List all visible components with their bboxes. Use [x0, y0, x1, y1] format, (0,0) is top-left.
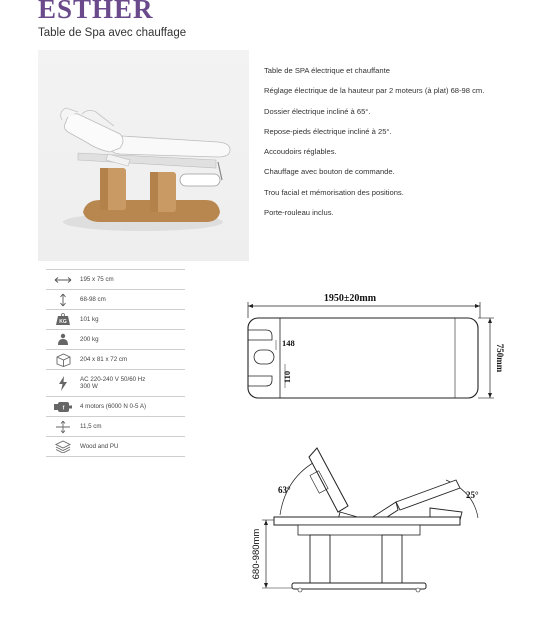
feature-item: Table de SPA électrique et chauffante — [264, 66, 390, 75]
product-subtitle: Table de Spa avec chauffage — [38, 27, 187, 39]
backrest-angle-label: 63° — [278, 485, 291, 495]
feature-item: Trou facial et mémorisation des positions. — [264, 187, 404, 197]
face-hole-dim-label: 148 — [282, 338, 295, 348]
spec-value: 68-98 cm — [80, 296, 106, 303]
armrest-dim-label: 110 — [282, 370, 292, 384]
top-view-width-label: 750mm — [495, 343, 505, 373]
spec-value: Wood and PU — [80, 443, 119, 450]
brand-title: ESTHER — [38, 0, 154, 24]
feature-item: Repose-pieds électrique incliné à 25°. — [264, 126, 392, 136]
spec-value: 204 x 81 x 72 cm — [80, 356, 128, 363]
height-range-label: 680-980mm — [251, 528, 262, 580]
spec-value: 101 kg — [80, 316, 99, 323]
spec-value: 195 x 75 cm — [80, 276, 114, 283]
feature-item: Dossier électrique incliné à 65°. — [264, 106, 371, 116]
weight-icon-label: KG — [59, 319, 67, 325]
side-view-drawing — [251, 448, 479, 592]
feature-item: Réglage électrique de la hauteur par 2 moteurs (à plat) 68-98 cm. — [264, 86, 485, 96]
top-view-length-label: 1950±20mm — [323, 293, 377, 304]
spec-value: 11,5 cm — [80, 423, 102, 430]
feature-item: Accoudoirs réglables. — [264, 147, 337, 157]
feature-item: Porte-rouleau inclus. — [264, 208, 334, 218]
power-voltage: AC 220-240 V 50/60 Hz — [80, 376, 146, 383]
spec-value: 200 kg — [80, 336, 99, 343]
footrest-angle-label: 25° — [466, 490, 479, 500]
spec-value: 4 motors (6000 N 0-5 A) — [80, 403, 147, 410]
top-view-drawing — [248, 293, 505, 398]
svg-text:f: f — [62, 405, 65, 411]
feature-item: Chauffage avec bouton de commande. — [264, 167, 395, 177]
power-wattage: 300 W — [80, 383, 98, 390]
